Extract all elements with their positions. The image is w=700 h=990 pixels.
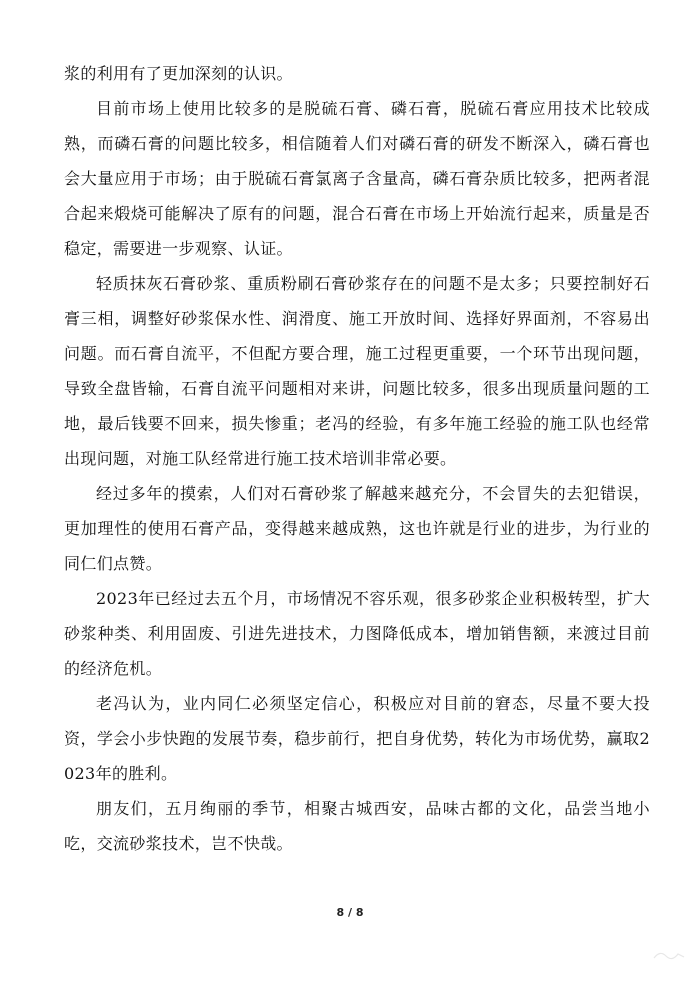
paragraph-5: 2023年已经过去五个月，市场情况不容乐观，很多砂浆企业积极转型，扩大砂浆种类、利用固废、引进先进技术，力图降低成本，增加销售额，来渡过目前的经济危机。	[64, 589, 650, 678]
page-number: 8 / 8	[336, 906, 364, 919]
paragraph-1: 浆的利用有了更加深刻的认识。	[64, 64, 293, 83]
paragraph-6: 老冯认为，业内同仁必须坚定信心，积极应对目前的窘态，尽量不要大投资，学会小步快跑的发展节奏，稳步前行，把自身优势，转化为市场优势，赢取2023年的胜利。	[64, 694, 650, 783]
watermark-icon	[652, 948, 686, 962]
paragraph-7: 朋友们，五月绚丽的季节，相聚古城西安，品味古都的文化，品尝当地小吃，交流砂浆技术，岂不快哉。	[64, 799, 650, 853]
paragraph-2: 目前市场上使用比较多的是脱硫石膏、磷石膏，脱硫石膏应用技术比较成熟，而磷石膏的问题比较多，相信随着人们对磷石膏的研发不断深入，磷石膏也会大量应用于市场；由于脱硫石膏氯离子含量高，磷石膏杂质比较多，把两者混合起来煅烧可能解决了原有的问题，混合石膏在市场上开始流行起来，质量是否稳定，需要进一步观察、认证。	[64, 99, 650, 258]
paragraph-4: 经过多年的摸索，人们对石膏砂浆了解越来越充分，不会冒失的去犯错误，更加理性的使用石膏产品，变得越来越成熟，这也许就是行业的进步，为行业的同仁们点赞。	[64, 484, 650, 573]
paragraph-3: 轻质抹灰石膏砂浆、重质粉刷石膏砂浆存在的问题不是太多；只要控制好石膏三相，调整好砂浆保水性、润滑度、施工开放时间、选择好界面剂，不容易出问题。而石膏自流平，不但配方要合理，施工过程更重要，一个环节出现问题，导致全盘皆输，石膏自流平问题相对来讲，问题比较多，很多出现质量问题的工地，最后钱要不回来，损失惨重；老冯的经验，有多年施工经验的施工队也经常出现问题，对施工队经常进行施工技术培训非常必要。	[64, 274, 650, 468]
